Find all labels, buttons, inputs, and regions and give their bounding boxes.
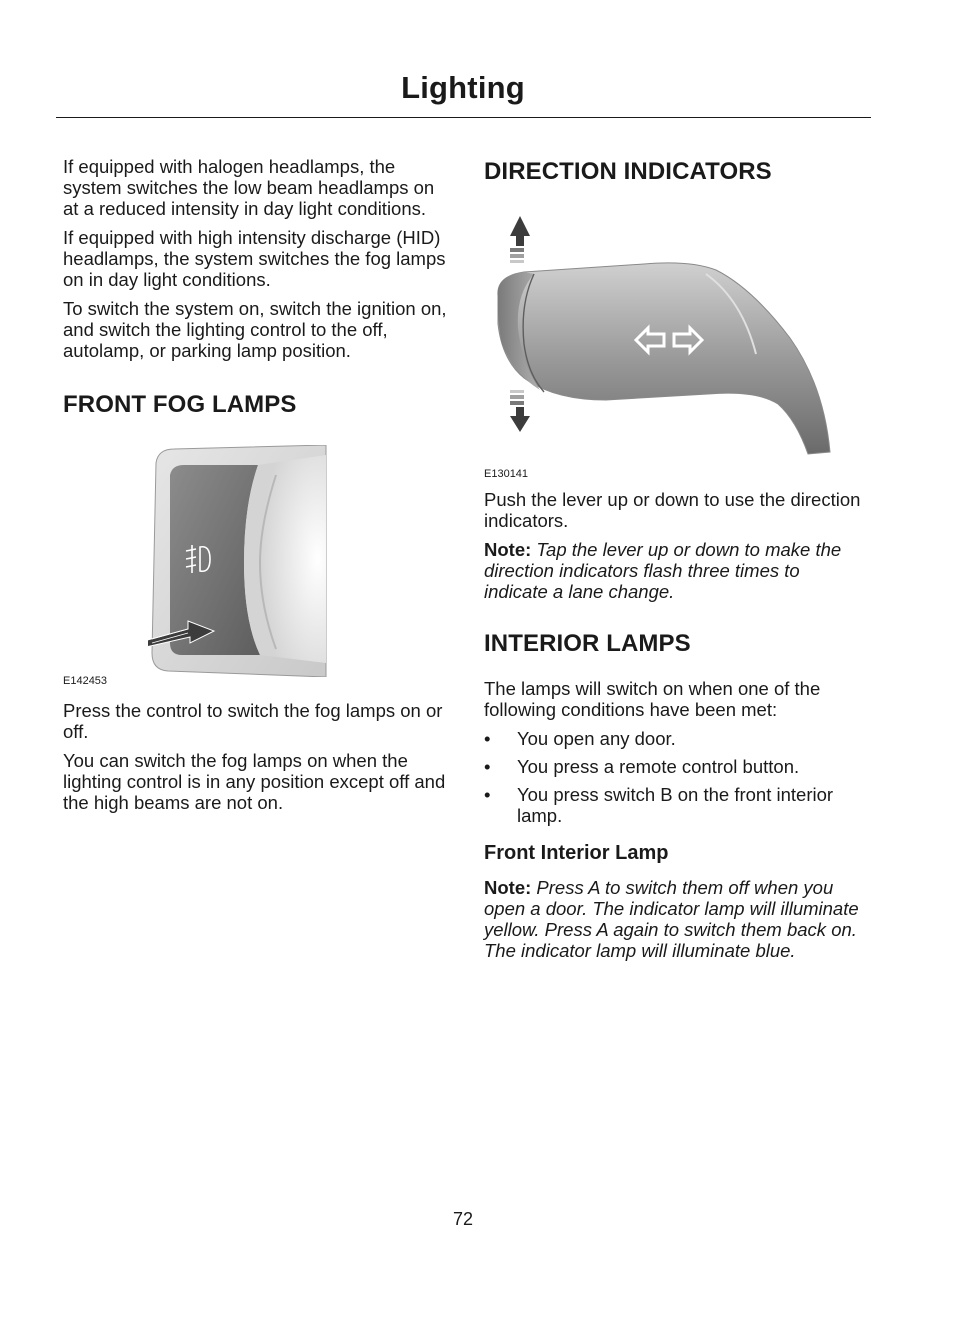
direction-indicator-figure (494, 204, 868, 466)
heading-front-fog-lamps: FRONT FOG LAMPS (63, 391, 297, 418)
note-text: Tap the lever up or down to make the direction indicators flash three times to indicate a lane change. (484, 539, 842, 602)
title-divider (56, 117, 871, 118)
right-column (484, 156, 868, 969)
direction-figure-code: E130141 (484, 468, 529, 480)
note-label: Note: (484, 539, 532, 560)
heading-front-interior-lamp: Front Interior Lamp (484, 842, 669, 864)
conditions-list (484, 728, 868, 826)
note-front-interior (484, 877, 868, 961)
bullet-marker: • (484, 784, 491, 805)
list-item: • You press switch B on the front interior lamp. (484, 784, 834, 826)
paragraph-switch-system: To switch the system on, switch the ignition on, and switch the lighting control to the off, autolamp, or parking lamp position. (63, 298, 447, 361)
fog-lamp-figure (148, 445, 447, 677)
paragraph-press-control: Press the control to switch the fog lamps on or off. (63, 700, 443, 742)
paragraph-lamps-condition: The lamps will switch on when one of the following conditions have been met: (484, 678, 821, 720)
turn-signal-lever-illustration (494, 204, 839, 466)
note-label: Note: (484, 877, 532, 898)
paragraph-halogen: If equipped with halogen headlamps, the system switches the low beam headlamps on at a reduced intensity in day light conditions. (63, 156, 435, 219)
list-item: • You press a remote control button. (484, 756, 800, 777)
page-number: 72 (452, 1209, 474, 1229)
bullet-marker: • (484, 756, 491, 777)
bullet-marker: • (484, 728, 491, 749)
paragraph-hid: If equipped with high intensity discharge (HID) headlamps, the system switches the fog lamps on in day light conditions. (63, 227, 446, 290)
paragraph-push-lever: Push the lever up or down to use the direction indicators. (484, 489, 861, 531)
heading-interior-lamps: INTERIOR LAMPS (484, 630, 691, 657)
fog-figure-code: E142453 (63, 675, 108, 687)
fog-lamp-switch-illustration (148, 445, 328, 677)
note-lane-change (484, 539, 868, 602)
page-title: Lighting (401, 70, 525, 105)
left-column (63, 156, 447, 821)
arrow-up-icon (510, 216, 530, 263)
heading-direction-indicators: DIRECTION INDICATORS (484, 158, 772, 185)
paragraph-fog-condition: You can switch the fog lamps on when the lighting control is in any position except off and the high beams are not on. (63, 750, 446, 813)
arrow-down-icon (510, 390, 530, 432)
note-text: Press A to switch them off when you open a door. The indicator lamp will illuminate yellow. Press A again to switch them back on. The indicator lamp will illuminate blue. (484, 877, 859, 961)
list-item: • You open any door. (484, 728, 676, 749)
